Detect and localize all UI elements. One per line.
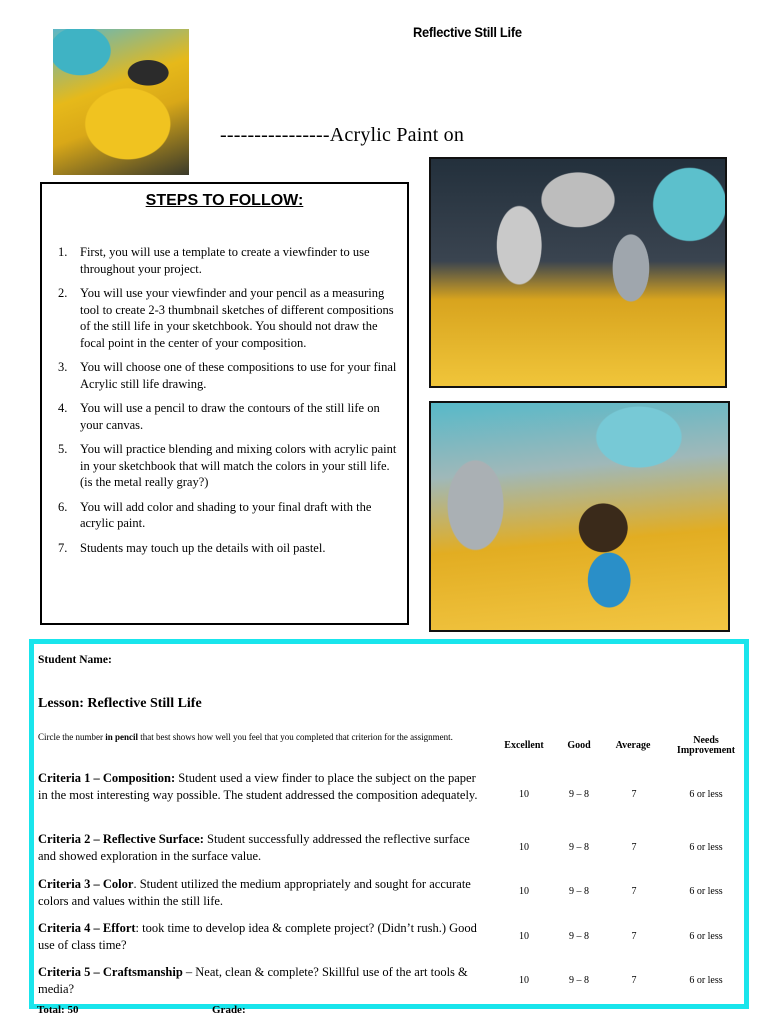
step-item bbox=[58, 244, 398, 277]
score-good[interactable]: 9 – 8 bbox=[569, 842, 589, 853]
score-good[interactable]: 9 – 8 bbox=[569, 886, 589, 897]
criterion-5 bbox=[38, 964, 478, 997]
example-painting-1 bbox=[429, 157, 727, 388]
score-average[interactable]: 7 bbox=[631, 931, 637, 942]
instructions-text: Circle the number bbox=[38, 732, 106, 742]
step-text: You will use a pencil to draw the contours of the still life on your canvas. bbox=[80, 401, 380, 432]
column-header-line: Improvement bbox=[676, 745, 736, 756]
step-item bbox=[58, 359, 398, 392]
step-number: 1. bbox=[58, 245, 68, 259]
step-item bbox=[58, 540, 398, 557]
score-average[interactable]: 7 bbox=[631, 975, 637, 986]
rubric-panel bbox=[29, 639, 749, 1009]
step-item bbox=[58, 285, 398, 351]
column-header-excellent: Excellent bbox=[504, 740, 544, 751]
step-item bbox=[58, 441, 398, 491]
lesson-title: Lesson: Reflective Still Life bbox=[38, 696, 202, 711]
criterion-text: Student successfully addressed the reflective surface and showed exploration in the surface value. bbox=[38, 832, 470, 863]
grade-label: Grade: bbox=[212, 1004, 246, 1016]
criterion-2 bbox=[38, 831, 478, 864]
page-subtitle: ----------------Acrylic Paint on bbox=[220, 124, 465, 146]
score-excellent[interactable]: 10 bbox=[519, 789, 529, 800]
criterion-1 bbox=[38, 770, 478, 803]
still-life-thumbnail-image bbox=[53, 29, 189, 175]
step-text: You will add color and shading to your final draft with the acrylic paint. bbox=[80, 499, 372, 530]
steps-heading: STEPS TO FOLLOW: bbox=[145, 192, 304, 209]
criterion-text: . Student utilized the medium appropriately and sought for accurate colors and values within the still life. bbox=[38, 877, 471, 908]
student-name-label: Student Name: bbox=[38, 654, 112, 666]
step-number: 6. bbox=[58, 499, 68, 514]
page-title: Reflective Still Life bbox=[413, 24, 522, 40]
score-needs-improvement[interactable]: 6 or less bbox=[689, 886, 723, 897]
step-item bbox=[58, 400, 398, 433]
score-needs-improvement[interactable]: 6 or less bbox=[689, 789, 723, 800]
score-excellent[interactable]: 10 bbox=[519, 842, 529, 853]
step-number: 7. bbox=[58, 540, 68, 555]
total-label: Total: 50 bbox=[37, 1004, 79, 1016]
score-excellent[interactable]: 10 bbox=[519, 931, 529, 942]
score-good[interactable]: 9 – 8 bbox=[569, 931, 589, 942]
score-excellent[interactable]: 10 bbox=[519, 886, 529, 897]
step-text: You will choose one of these compositions to use for your final Acrylic still life drawing. bbox=[80, 360, 397, 391]
score-average[interactable]: 7 bbox=[631, 886, 637, 897]
column-header-average: Average bbox=[615, 740, 651, 751]
step-text: You will practice blending and mixing colors with acrylic paint in your sketchbook that will match the colors in your still life. (is the metal really gray?) bbox=[80, 442, 397, 489]
step-number: 3. bbox=[58, 360, 68, 374]
criterion-label: Criteria 2 – Reflective Surface: bbox=[38, 832, 204, 846]
criterion-4 bbox=[38, 920, 478, 953]
column-header-line: Needs bbox=[693, 735, 719, 746]
criterion-text: – Neat, clean & complete? Skillful use of the art tools & media? bbox=[38, 965, 468, 996]
score-needs-improvement[interactable]: 6 or less bbox=[689, 975, 723, 986]
criterion-label: Criteria 3 – Color bbox=[38, 877, 134, 891]
score-needs-improvement[interactable]: 6 or less bbox=[689, 931, 723, 942]
criterion-label: Criteria 1 – Composition: bbox=[38, 771, 176, 785]
score-good[interactable]: 9 – 8 bbox=[569, 789, 589, 800]
criterion-text: : took time to develop idea & complete project? (Didn’t rush.) Good use of class time? bbox=[38, 921, 477, 952]
criterion-3 bbox=[38, 876, 478, 909]
step-text: Students may touch up the details with oil pastel. bbox=[80, 540, 326, 555]
step-number: 4. bbox=[58, 401, 68, 415]
example-painting-2 bbox=[429, 401, 730, 632]
step-number: 2. bbox=[58, 286, 68, 300]
score-average[interactable]: 7 bbox=[631, 789, 637, 800]
score-good[interactable]: 9 – 8 bbox=[569, 975, 589, 986]
steps-panel bbox=[40, 182, 409, 625]
step-item bbox=[58, 499, 398, 532]
criterion-label: Criteria 5 – Craftsmanship bbox=[38, 965, 183, 979]
steps-list bbox=[58, 244, 398, 564]
step-text: First, you will use a template to create a viewfinder to use throughout your project. bbox=[80, 245, 370, 276]
instructions-text: that best shows how well you feel that you completed that criterion for the assignment. bbox=[138, 732, 453, 742]
column-header-good: Good bbox=[567, 740, 591, 751]
step-number: 5. bbox=[58, 442, 68, 456]
score-excellent[interactable]: 10 bbox=[519, 975, 529, 986]
rubric-instructions bbox=[38, 732, 478, 743]
criterion-text: Student used a view finder to place the subject on the paper in the most interesting way possible. The student addressed the composition adequately. bbox=[38, 771, 478, 802]
score-needs-improvement[interactable]: 6 or less bbox=[689, 842, 723, 853]
instructions-emphasis: in pencil bbox=[105, 732, 138, 742]
criterion-label: Criteria 4 – Effort bbox=[38, 921, 136, 935]
column-header-needs-improvement bbox=[671, 736, 741, 756]
step-text: You will use your viewfinder and your pencil as a measuring tool to create 2-3 thumbnail sketches of different compositions of the still life in your sketchbook. You should not draw the focal point in the center of your composition. bbox=[80, 286, 394, 350]
score-average[interactable]: 7 bbox=[631, 842, 637, 853]
